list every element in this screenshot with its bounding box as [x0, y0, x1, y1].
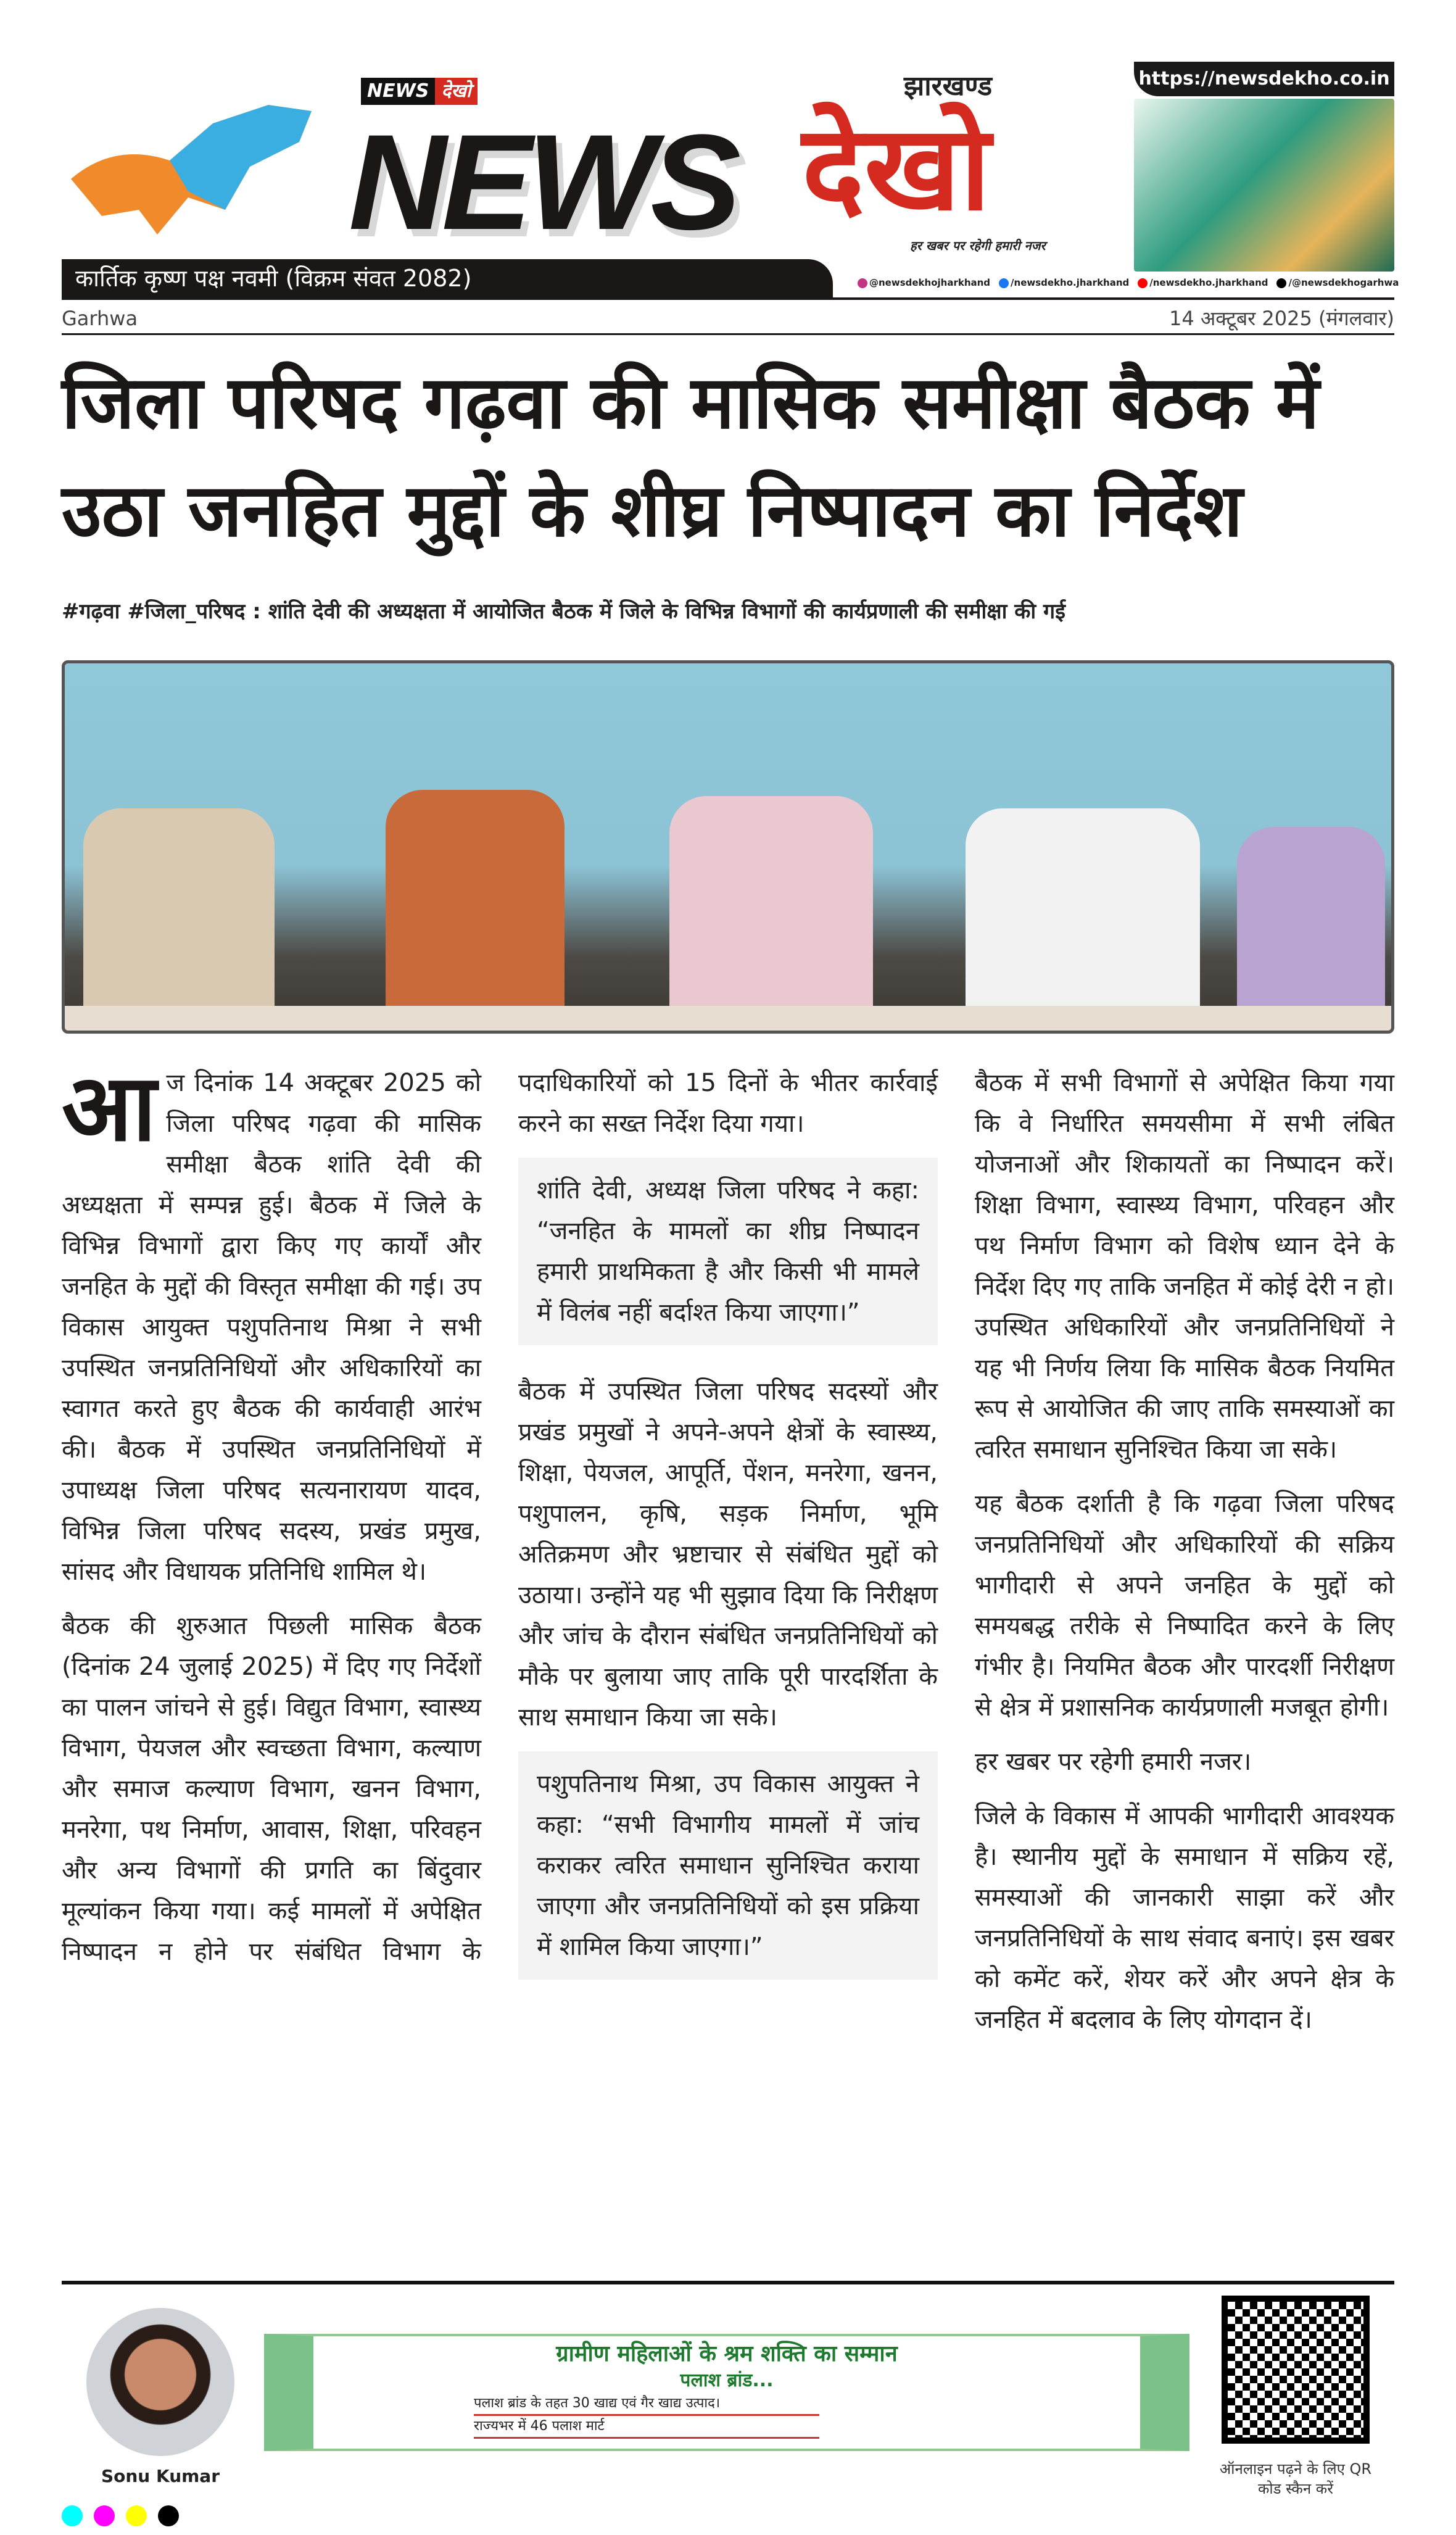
social-x[interactable] — [1276, 276, 1399, 289]
x-icon — [1276, 278, 1286, 288]
paragraph: हर खबर पर रहेगी हमारी नजर। — [975, 1748, 1252, 1776]
ad-brand: पलाश ब्रांड... — [680, 2370, 774, 2391]
logo-state: झारखण्ड — [904, 70, 993, 102]
tagline: हर खबर पर रहेगी हमारी नजर — [910, 238, 1046, 253]
black-dot — [158, 2505, 179, 2526]
site-url[interactable]: https://newsdekho.co.in — [1134, 62, 1394, 96]
palash-ad-banner[interactable] — [264, 2334, 1189, 2451]
paragraph: बैठक की शुरुआत पिछली मासिक बैठक (दिनांक 24 जुलाई 2025) में दिए गए निर्देशों का पालन जांचने से हुई। विद्युत विभाग, स्वास्थ्य विभाग, पेयजल और स्वच्छता विभाग, कल्याण और समाज कल्याण विभाग, खनन विभाग, मनरेगा, पथ निर्माण, आवास, शिक्षा, परिवहन और अन्य विभागों की प्रगति का बिंदुवार मूल्यांकन किया गया। कई मामलों में अपेक्षित निष्पादन न होने पर संबंधित विभाग के पदाधिकारियों को 15 दिनों के भीतर कार्रवाई करने का सख्त निर्देश दिया गया। — [62, 1069, 938, 1966]
tiger-logo-icon — [65, 86, 349, 247]
social-handle: /newsdekho.jharkhand — [1149, 277, 1268, 288]
divider — [62, 333, 1394, 335]
paragraph: ज दिनांक 14 अक्टूबर 2025 को जिला परिषद गढ़वा की मासिक समीक्षा बैठक शांति देवी की अध्यक्षता में सम्पन्न हुई। बैठक में जिले के विभिन्न विभागों द्वारा किए गए कार्यों और जनहित के मुद्दों की विस्तृत समीक्षा की गई। उप विकास आयुक्त पशुपतिनाथ मिश्रा ने सभी उपस्थित जनप्रतिनिधियों और अधिकारियों का स्वागत करते हुए बैठक की कार्यवाही आरंभ की। बैठक में उपस्थित जनप्रतिनिधियों में उपाध्यक्ष जिला परिषद सत्यनारायण यादव, विभिन्न जिला परिषद सदस्य, प्रखंड प्रमुख, सांसद और विधायक प्रतिनिधि शामिल थे। — [62, 1069, 481, 1586]
social-links — [858, 276, 1399, 289]
headline: जिला परिषद गढ़वा की मासिक समीक्षा बैठक में उठा जनहित मुद्दों के शीघ्र निष्पादन का निर्देश — [62, 360, 1320, 553]
ad-title: ग्रामीण महिलाओं के श्रम शक्ति का सम्मान — [556, 2341, 898, 2367]
paragraph: बैठक में सभी विभागों से अपेक्षित किया गया कि वे निर्धारित समयसीमा में सभी लंबित योजनाओं और शिकायतों का निष्पादन करें। शिक्षा विभाग, स्वास्थ्य विभाग, परिवहन और पथ निर्माण विभाग को विशेष ध्यान देने के निर्देश दिए गए ताकि जनहित में कोई देरी न हो। उपस्थित अधिकारियों और जनप्रतिनिधियों ने यह भी निर्णय लिया कि मासिक बैठक नियमित रूप से आयोजित की जाए ताकि समस्याओं का त्वरित समाधान सुनिश्चित किया जा सके। — [975, 1069, 1394, 1464]
yellow-dot — [126, 2505, 147, 2526]
meeting-photo — [62, 660, 1394, 1034]
paragraph: बैठक में उपस्थित जिला परिषद सदस्यों और प्रखंड प्रमुखों ने अपने-अपने क्षेत्रों के स्वास्थ्य, शिक्षा, पेयजल, आपूर्ति, पेंशन, मनरेगा, खनन, पशुपालन, कृषि, सड़क निर्माण, भूमि अतिक्रमण और भ्रष्टाचार से संबंधित मुद्दों को उठाया। उन्होंने यह भी सुझाव दिया कि निरीक्षण और जांच के दौरान संबंधित जनप्रतिनिधियों को मौके पर बुलाया जाए ताकि पूरी पारदर्शिता के साथ समाधान किया जा सके। — [518, 1377, 938, 1732]
social-instagram[interactable] — [858, 276, 990, 289]
ad-line: राज्यभर में 46 पलाश मार्ट — [474, 2416, 819, 2439]
dateline-place: Garhwa — [62, 307, 138, 330]
social-handle: @newsdekhojharkhand — [869, 277, 991, 288]
social-handle: /@newsdekhogarhwa — [1288, 277, 1399, 288]
author-avatar — [86, 2308, 234, 2456]
photo-table — [65, 1006, 1391, 1031]
paragraph: यह बैठक दर्शाती है कि गढ़वा जिला परिषद जनप्रतिनिधियों और अधिकारियों की सक्रिय भागीदारी से अपने जनहित के मुद्दों को समयबद्ध तरीके से निष्पादित करने के लिए गंभीर है। नियमित बैठक और पारदर्शी निरीक्षण से क्षेत्र में प्रशासनिक कार्यप्रणाली मजबूत होगी। — [975, 1490, 1394, 1722]
paragraph: जिले के विकास में आपकी भागीदारी आवश्यक है। स्थानीय मुद्दों के समाधान में सक्रिय रहें, समस्याओं की जानकारी साझा करें और जनप्रतिनिधियों के साथ संवाद बनाएं। इस खबर को कमेंट करें, शेयर करें और अपने क्षेत्र के जनहित में बदलाव के लिए योगदान दें। — [975, 1802, 1394, 2034]
article-body — [62, 1055, 1394, 2040]
tithi-bar: कार्तिक कृष्ण पक्ष नवमी (विक्रम संवत 2082) — [62, 259, 833, 297]
photo-person — [1237, 827, 1385, 1012]
instagram-icon — [858, 278, 867, 288]
quote-block: शांति देवी, अध्यक्ष जिला परिषद ने कहा: “जनहित के मामलों का शीघ्र निष्पादन हमारी प्राथमिकता है और किसी भी मामले में विलंब नहीं बर्दाश्त किया जाएगा।” — [518, 1158, 938, 1345]
drop-cap: आ — [62, 1055, 157, 1162]
mini-logo — [361, 78, 478, 105]
logo-news: NEWS — [349, 106, 736, 258]
author-name: Sonu Kumar — [101, 2466, 220, 2486]
magenta-dot — [94, 2505, 115, 2526]
dateline-date: 14 अक्टूबर 2025 (मंगलवार) — [1169, 307, 1394, 330]
quote-block: पशुपतिनाथ मिश्रा, उप विकास आयुक्त ने कहा: “सभी विभागीय मामलों में जांच कराकर त्वरित समाधान सुनिश्चित कराया जाएगा और जनप्रतिनिधियों को इस प्रक्रिया में शामिल किया जाएगा।” — [518, 1751, 938, 1980]
logo-dekho: देखो — [802, 100, 991, 236]
qr-caption: ऑनलाइन पढ़ने के लिए QR कोड स्कैन करें — [1219, 2460, 1372, 2497]
ad-line: पलाश ब्रांड के तहत 30 खाद्य एवं गैर खाद्य उत्पाद। — [474, 2393, 819, 2416]
photo-person — [966, 808, 1200, 1012]
divider — [62, 297, 1394, 300]
social-handle: /newsdekho.jharkhand — [1011, 277, 1130, 288]
photo-person — [386, 790, 565, 1012]
photo-person — [83, 808, 275, 1012]
mini-logo-hi: देखो — [435, 78, 477, 105]
qr-code[interactable] — [1222, 2296, 1370, 2444]
divider — [62, 2281, 1394, 2284]
masthead-illustration — [1134, 99, 1394, 272]
mini-logo-en: NEWS — [361, 78, 435, 105]
youtube-icon — [1138, 278, 1148, 288]
social-facebook[interactable] — [999, 276, 1129, 289]
cyan-dot — [62, 2505, 83, 2526]
facebook-icon — [999, 278, 1009, 288]
photo-person — [669, 796, 873, 1012]
subheading: #गढ़वा #जिला_परिषद : शांति देवी की अध्यक्षता में आयोजित बैठक में जिले के विभिन्न विभागों की कार्यप्रणाली की समीक्षा की गई — [62, 599, 1065, 624]
social-youtube[interactable] — [1138, 276, 1268, 289]
